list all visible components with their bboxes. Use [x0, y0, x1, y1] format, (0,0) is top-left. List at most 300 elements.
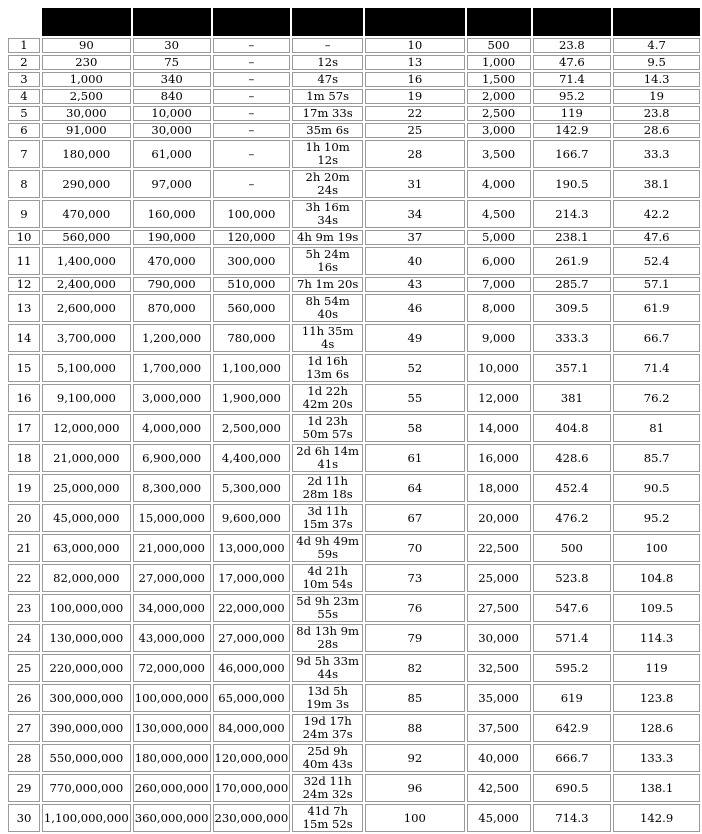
- cost-b-cell: 6,900,000: [133, 444, 211, 472]
- cost-c-cell: 2,500,000: [213, 414, 291, 442]
- table-row: [8, 55, 700, 70]
- value-c-cell: 238.1: [533, 230, 612, 245]
- cost-c-cell: –: [213, 106, 291, 121]
- value-a-cell: 58: [365, 414, 465, 442]
- table-row: [8, 230, 700, 245]
- value-c-cell: 381: [533, 384, 612, 412]
- cost-b-cell: 3,000,000: [133, 384, 211, 412]
- cost-a-cell: 12,000,000: [42, 414, 131, 442]
- value-b-cell: 6,000: [467, 247, 531, 275]
- table-row: [8, 140, 700, 168]
- value-b-cell: 4,000: [467, 170, 531, 198]
- value-c-cell: 309.5: [533, 294, 612, 322]
- value-d-cell: 19: [613, 89, 700, 104]
- table-row: [8, 594, 700, 622]
- time-cell: 32d 11h 24m 32s: [292, 774, 363, 802]
- value-d-cell: 33.3: [613, 140, 700, 168]
- value-a-cell: 52: [365, 354, 465, 382]
- value-c-cell: 619: [533, 684, 612, 712]
- time-cell: 4d 9h 49m 59s: [292, 534, 363, 562]
- level-cell: 25: [8, 654, 40, 682]
- table-row: [8, 534, 700, 562]
- value-d-cell: 23.8: [613, 106, 700, 121]
- value-b-cell: 12,000: [467, 384, 531, 412]
- table-row: [8, 474, 700, 502]
- table-row: [8, 564, 700, 592]
- value-c-cell: 333.3: [533, 324, 612, 352]
- cost-c-cell: 120,000: [213, 230, 291, 245]
- level-cell: 3: [8, 72, 40, 87]
- value-b-cell: 8,000: [467, 294, 531, 322]
- level-cell: 19: [8, 474, 40, 502]
- value-d-cell: 100: [613, 534, 700, 562]
- cost-b-cell: 840: [133, 89, 211, 104]
- time-cell: 11h 35m 4s: [292, 324, 363, 352]
- value-d-cell: 133.3: [613, 744, 700, 772]
- value-a-cell: 70: [365, 534, 465, 562]
- value-a-cell: 13: [365, 55, 465, 70]
- cost-c-cell: 100,000: [213, 200, 291, 228]
- cost-c-cell: 65,000,000: [213, 684, 291, 712]
- level-cell: 17: [8, 414, 40, 442]
- level-cell: 9: [8, 200, 40, 228]
- cost-c-cell: 510,000: [213, 277, 291, 292]
- table-row: [8, 38, 700, 53]
- table-row: [8, 106, 700, 121]
- table-row: [8, 247, 700, 275]
- value-b-cell: 18,000: [467, 474, 531, 502]
- level-cell: 8: [8, 170, 40, 198]
- header-cell: [292, 8, 363, 36]
- value-d-cell: 66.7: [613, 324, 700, 352]
- table-row: [8, 294, 700, 322]
- value-c-cell: 95.2: [533, 89, 612, 104]
- level-cell: 27: [8, 714, 40, 742]
- table-row: [8, 684, 700, 712]
- cost-a-cell: 470,000: [42, 200, 131, 228]
- table-row: [8, 277, 700, 292]
- table-row: [8, 774, 700, 802]
- upgrade-table: [6, 6, 702, 834]
- time-cell: 7h 1m 20s: [292, 277, 363, 292]
- cost-c-cell: 1,100,000: [213, 354, 291, 382]
- cost-c-cell: –: [213, 140, 291, 168]
- cost-b-cell: 43,000,000: [133, 624, 211, 652]
- value-d-cell: 123.8: [613, 684, 700, 712]
- cost-b-cell: 100,000,000: [133, 684, 211, 712]
- value-a-cell: 88: [365, 714, 465, 742]
- cost-b-cell: 21,000,000: [133, 534, 211, 562]
- level-cell: 29: [8, 774, 40, 802]
- value-c-cell: 71.4: [533, 72, 612, 87]
- time-cell: 47s: [292, 72, 363, 87]
- value-d-cell: 95.2: [613, 504, 700, 532]
- cost-b-cell: 34,000,000: [133, 594, 211, 622]
- time-cell: 35m 6s: [292, 123, 363, 138]
- value-b-cell: 1,500: [467, 72, 531, 87]
- level-cell: 10: [8, 230, 40, 245]
- level-cell: 21: [8, 534, 40, 562]
- value-d-cell: 57.1: [613, 277, 700, 292]
- value-b-cell: 3,500: [467, 140, 531, 168]
- time-cell: 3h 16m 34s: [292, 200, 363, 228]
- cost-b-cell: 190,000: [133, 230, 211, 245]
- level-cell: 5: [8, 106, 40, 121]
- time-cell: 1d 22h 42m 20s: [292, 384, 363, 412]
- table-row: [8, 654, 700, 682]
- value-a-cell: 40: [365, 247, 465, 275]
- cost-b-cell: 870,000: [133, 294, 211, 322]
- cost-b-cell: 790,000: [133, 277, 211, 292]
- cost-a-cell: 390,000,000: [42, 714, 131, 742]
- level-cell: 28: [8, 744, 40, 772]
- value-d-cell: 47.6: [613, 230, 700, 245]
- value-b-cell: 35,000: [467, 684, 531, 712]
- table-row: [8, 414, 700, 442]
- cost-b-cell: 8,300,000: [133, 474, 211, 502]
- cost-c-cell: –: [213, 38, 291, 53]
- cost-c-cell: 22,000,000: [213, 594, 291, 622]
- value-a-cell: 16: [365, 72, 465, 87]
- value-a-cell: 22: [365, 106, 465, 121]
- cost-a-cell: 82,000,000: [42, 564, 131, 592]
- cost-a-cell: 770,000,000: [42, 774, 131, 802]
- level-cell: 23: [8, 594, 40, 622]
- cost-c-cell: 46,000,000: [213, 654, 291, 682]
- value-d-cell: 38.1: [613, 170, 700, 198]
- value-d-cell: 76.2: [613, 384, 700, 412]
- value-b-cell: 27,500: [467, 594, 531, 622]
- value-a-cell: 96: [365, 774, 465, 802]
- table-row: [8, 624, 700, 652]
- value-b-cell: 32,500: [467, 654, 531, 682]
- value-d-cell: 71.4: [613, 354, 700, 382]
- table-row: [8, 444, 700, 472]
- value-b-cell: 40,000: [467, 744, 531, 772]
- value-b-cell: 20,000: [467, 504, 531, 532]
- time-cell: –: [292, 38, 363, 53]
- value-c-cell: 47.6: [533, 55, 612, 70]
- level-cell: 15: [8, 354, 40, 382]
- time-cell: 2d 6h 14m 41s: [292, 444, 363, 472]
- cost-c-cell: 17,000,000: [213, 564, 291, 592]
- level-cell: 2: [8, 55, 40, 70]
- cost-c-cell: 13,000,000: [213, 534, 291, 562]
- value-d-cell: 128.6: [613, 714, 700, 742]
- value-c-cell: 476.2: [533, 504, 612, 532]
- cost-b-cell: 61,000: [133, 140, 211, 168]
- cost-a-cell: 290,000: [42, 170, 131, 198]
- time-cell: 5d 9h 23m 55s: [292, 594, 363, 622]
- cost-a-cell: 25,000,000: [42, 474, 131, 502]
- value-a-cell: 10: [365, 38, 465, 53]
- value-d-cell: 52.4: [613, 247, 700, 275]
- cost-b-cell: 15,000,000: [133, 504, 211, 532]
- cost-b-cell: 72,000,000: [133, 654, 211, 682]
- header-cell: [533, 8, 612, 36]
- time-cell: 4d 21h 10m 54s: [292, 564, 363, 592]
- value-a-cell: 49: [365, 324, 465, 352]
- value-a-cell: 37: [365, 230, 465, 245]
- cost-a-cell: 63,000,000: [42, 534, 131, 562]
- table-row: [8, 384, 700, 412]
- cost-c-cell: 780,000: [213, 324, 291, 352]
- cost-b-cell: 30,000: [133, 123, 211, 138]
- cost-c-cell: 170,000,000: [213, 774, 291, 802]
- time-cell: 12s: [292, 55, 363, 70]
- value-b-cell: 25,000: [467, 564, 531, 592]
- value-d-cell: 109.5: [613, 594, 700, 622]
- value-d-cell: 42.2: [613, 200, 700, 228]
- cost-b-cell: 360,000,000: [133, 804, 211, 832]
- cost-a-cell: 45,000,000: [42, 504, 131, 532]
- header-cell: [467, 8, 531, 36]
- value-b-cell: 5,000: [467, 230, 531, 245]
- level-cell: 1: [8, 38, 40, 53]
- header-cell: [365, 8, 465, 36]
- value-b-cell: 10,000: [467, 354, 531, 382]
- time-cell: 8h 54m 40s: [292, 294, 363, 322]
- value-c-cell: 119: [533, 106, 612, 121]
- value-a-cell: 79: [365, 624, 465, 652]
- value-a-cell: 92: [365, 744, 465, 772]
- value-d-cell: 142.9: [613, 804, 700, 832]
- value-b-cell: 3,000: [467, 123, 531, 138]
- cost-c-cell: 5,300,000: [213, 474, 291, 502]
- value-c-cell: 214.3: [533, 200, 612, 228]
- value-a-cell: 46: [365, 294, 465, 322]
- cost-a-cell: 2,600,000: [42, 294, 131, 322]
- cost-a-cell: 300,000,000: [42, 684, 131, 712]
- cost-a-cell: 3,700,000: [42, 324, 131, 352]
- value-d-cell: 9.5: [613, 55, 700, 70]
- value-a-cell: 67: [365, 504, 465, 532]
- level-cell: 6: [8, 123, 40, 138]
- value-c-cell: 166.7: [533, 140, 612, 168]
- value-a-cell: 31: [365, 170, 465, 198]
- value-c-cell: 142.9: [533, 123, 612, 138]
- time-cell: 9d 5h 33m 44s: [292, 654, 363, 682]
- value-b-cell: 30,000: [467, 624, 531, 652]
- cost-c-cell: 4,400,000: [213, 444, 291, 472]
- value-c-cell: 285.7: [533, 277, 612, 292]
- cost-b-cell: 130,000,000: [133, 714, 211, 742]
- cost-b-cell: 4,000,000: [133, 414, 211, 442]
- table-body: [8, 38, 700, 832]
- value-b-cell: 4,500: [467, 200, 531, 228]
- value-d-cell: 85.7: [613, 444, 700, 472]
- level-cell: 11: [8, 247, 40, 275]
- cost-a-cell: 220,000,000: [42, 654, 131, 682]
- cost-c-cell: 230,000,000: [213, 804, 291, 832]
- value-c-cell: 357.1: [533, 354, 612, 382]
- level-cell: 13: [8, 294, 40, 322]
- header-cell-blank: [8, 8, 40, 36]
- cost-a-cell: 1,000: [42, 72, 131, 87]
- cost-b-cell: 97,000: [133, 170, 211, 198]
- cost-a-cell: 560,000: [42, 230, 131, 245]
- header-cell: [613, 8, 700, 36]
- table-row: [8, 123, 700, 138]
- table-row: [8, 804, 700, 832]
- table-row: [8, 354, 700, 382]
- level-cell: 20: [8, 504, 40, 532]
- cost-c-cell: 27,000,000: [213, 624, 291, 652]
- cost-a-cell: 5,100,000: [42, 354, 131, 382]
- cost-b-cell: 75: [133, 55, 211, 70]
- value-d-cell: 104.8: [613, 564, 700, 592]
- cost-a-cell: 9,100,000: [42, 384, 131, 412]
- cost-a-cell: 21,000,000: [42, 444, 131, 472]
- value-d-cell: 61.9: [613, 294, 700, 322]
- value-c-cell: 452.4: [533, 474, 612, 502]
- header-cell: [213, 8, 291, 36]
- cost-c-cell: –: [213, 123, 291, 138]
- value-c-cell: 261.9: [533, 247, 612, 275]
- cost-c-cell: –: [213, 72, 291, 87]
- value-d-cell: 119: [613, 654, 700, 682]
- time-cell: 13d 5h 19m 3s: [292, 684, 363, 712]
- value-b-cell: 45,000: [467, 804, 531, 832]
- cost-a-cell: 550,000,000: [42, 744, 131, 772]
- cost-c-cell: 300,000: [213, 247, 291, 275]
- header-row: [8, 8, 700, 36]
- value-b-cell: 500: [467, 38, 531, 53]
- value-b-cell: 7,000: [467, 277, 531, 292]
- table-row: [8, 504, 700, 532]
- table-row: [8, 324, 700, 352]
- value-a-cell: 19: [365, 89, 465, 104]
- value-c-cell: 642.9: [533, 714, 612, 742]
- cost-a-cell: 30,000: [42, 106, 131, 121]
- cost-b-cell: 1,200,000: [133, 324, 211, 352]
- table-row: [8, 89, 700, 104]
- value-c-cell: 666.7: [533, 744, 612, 772]
- cost-c-cell: 560,000: [213, 294, 291, 322]
- value-c-cell: 23.8: [533, 38, 612, 53]
- cost-b-cell: 10,000: [133, 106, 211, 121]
- cost-a-cell: 91,000: [42, 123, 131, 138]
- value-b-cell: 22,500: [467, 534, 531, 562]
- value-b-cell: 16,000: [467, 444, 531, 472]
- value-a-cell: 73: [365, 564, 465, 592]
- time-cell: 25d 9h 40m 43s: [292, 744, 363, 772]
- value-a-cell: 100: [365, 804, 465, 832]
- value-c-cell: 690.5: [533, 774, 612, 802]
- time-cell: 17m 33s: [292, 106, 363, 121]
- value-a-cell: 55: [365, 384, 465, 412]
- value-a-cell: 25: [365, 123, 465, 138]
- time-cell: 5h 24m 16s: [292, 247, 363, 275]
- cost-b-cell: 260,000,000: [133, 774, 211, 802]
- value-d-cell: 14.3: [613, 72, 700, 87]
- header-cell: [42, 8, 131, 36]
- cost-a-cell: 230: [42, 55, 131, 70]
- cost-c-cell: –: [213, 55, 291, 70]
- value-b-cell: 1,000: [467, 55, 531, 70]
- table-row: [8, 714, 700, 742]
- value-d-cell: 81: [613, 414, 700, 442]
- table-row: [8, 72, 700, 87]
- value-a-cell: 82: [365, 654, 465, 682]
- cost-a-cell: 2,400,000: [42, 277, 131, 292]
- cost-c-cell: 84,000,000: [213, 714, 291, 742]
- value-a-cell: 85: [365, 684, 465, 712]
- level-cell: 12: [8, 277, 40, 292]
- level-cell: 16: [8, 384, 40, 412]
- cost-b-cell: 160,000: [133, 200, 211, 228]
- value-a-cell: 76: [365, 594, 465, 622]
- cost-a-cell: 90: [42, 38, 131, 53]
- value-d-cell: 138.1: [613, 774, 700, 802]
- cost-b-cell: 1,700,000: [133, 354, 211, 382]
- value-c-cell: 190.5: [533, 170, 612, 198]
- time-cell: 2h 20m 24s: [292, 170, 363, 198]
- value-b-cell: 14,000: [467, 414, 531, 442]
- cost-c-cell: –: [213, 89, 291, 104]
- cost-a-cell: 180,000: [42, 140, 131, 168]
- cost-a-cell: 100,000,000: [42, 594, 131, 622]
- value-a-cell: 28: [365, 140, 465, 168]
- value-a-cell: 61: [365, 444, 465, 472]
- value-b-cell: 42,500: [467, 774, 531, 802]
- value-c-cell: 404.8: [533, 414, 612, 442]
- level-cell: 24: [8, 624, 40, 652]
- level-cell: 14: [8, 324, 40, 352]
- value-c-cell: 547.6: [533, 594, 612, 622]
- cost-b-cell: 470,000: [133, 247, 211, 275]
- cost-a-cell: 2,500: [42, 89, 131, 104]
- value-d-cell: 90.5: [613, 474, 700, 502]
- value-c-cell: 523.8: [533, 564, 612, 592]
- value-b-cell: 2,500: [467, 106, 531, 121]
- value-c-cell: 571.4: [533, 624, 612, 652]
- time-cell: 41d 7h 15m 52s: [292, 804, 363, 832]
- level-cell: 30: [8, 804, 40, 832]
- cost-b-cell: 27,000,000: [133, 564, 211, 592]
- value-b-cell: 9,000: [467, 324, 531, 352]
- time-cell: 3d 11h 15m 37s: [292, 504, 363, 532]
- value-d-cell: 4.7: [613, 38, 700, 53]
- value-c-cell: 500: [533, 534, 612, 562]
- time-cell: 8d 13h 9m 28s: [292, 624, 363, 652]
- time-cell: 1m 57s: [292, 89, 363, 104]
- cost-c-cell: 9,600,000: [213, 504, 291, 532]
- level-cell: 7: [8, 140, 40, 168]
- cost-b-cell: 340: [133, 72, 211, 87]
- value-a-cell: 43: [365, 277, 465, 292]
- value-b-cell: 37,500: [467, 714, 531, 742]
- cost-b-cell: 180,000,000: [133, 744, 211, 772]
- value-b-cell: 2,000: [467, 89, 531, 104]
- time-cell: 19d 17h 24m 37s: [292, 714, 363, 742]
- level-cell: 22: [8, 564, 40, 592]
- table-row: [8, 200, 700, 228]
- level-cell: 4: [8, 89, 40, 104]
- value-a-cell: 34: [365, 200, 465, 228]
- table-row: [8, 170, 700, 198]
- level-cell: 26: [8, 684, 40, 712]
- cost-c-cell: 120,000,000: [213, 744, 291, 772]
- header-cell: [133, 8, 211, 36]
- cost-a-cell: 1,100,000,000: [42, 804, 131, 832]
- value-c-cell: 595.2: [533, 654, 612, 682]
- cost-c-cell: –: [213, 170, 291, 198]
- time-cell: 1h 10m 12s: [292, 140, 363, 168]
- value-c-cell: 428.6: [533, 444, 612, 472]
- cost-a-cell: 130,000,000: [42, 624, 131, 652]
- time-cell: 1d 16h 13m 6s: [292, 354, 363, 382]
